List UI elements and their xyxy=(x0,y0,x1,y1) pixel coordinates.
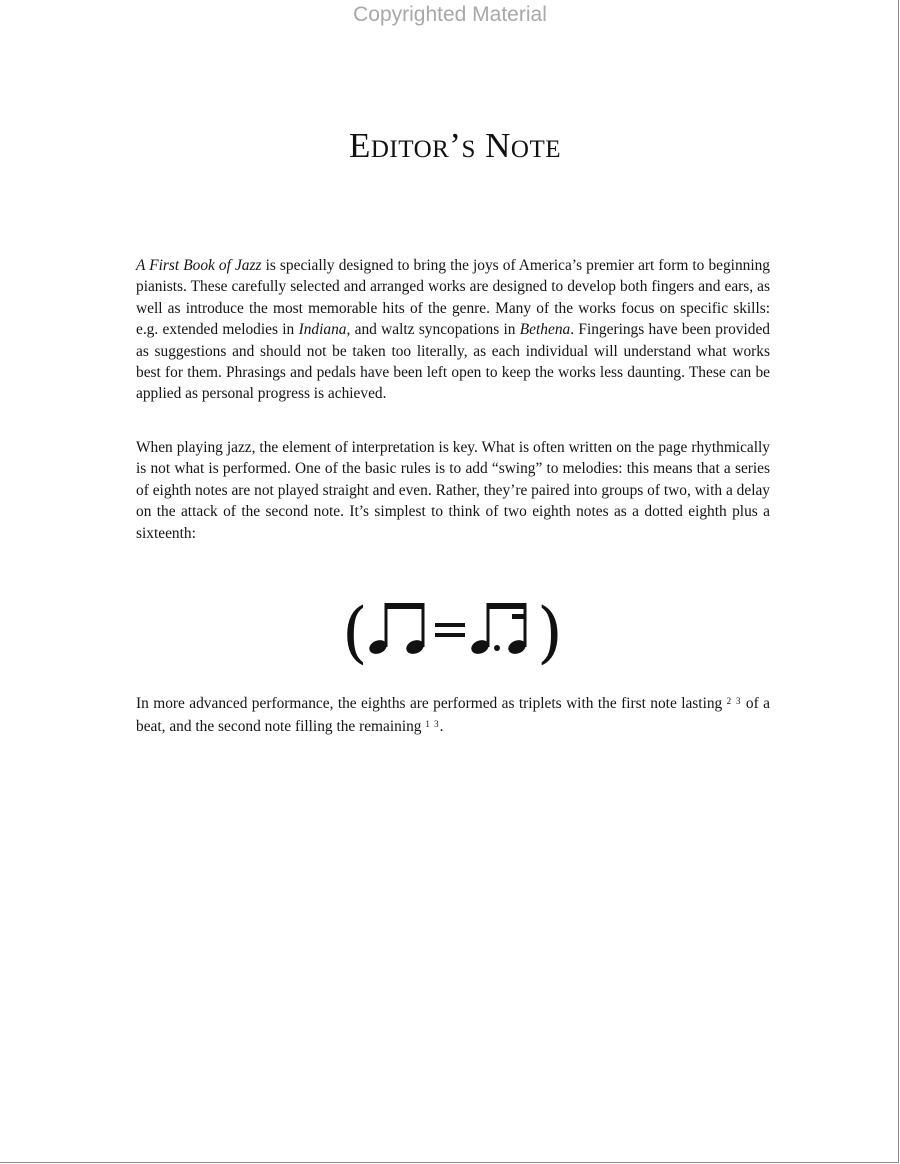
notation-open-paren: ( xyxy=(342,594,368,670)
swing-rhythm-notation xyxy=(340,590,570,670)
work-title-indiana: Indiana xyxy=(298,321,347,339)
stem-eighth-2 xyxy=(422,604,425,647)
intro-text-c: . Fingerings have been provided as suggestions and should not be taken too literally, as each individual will understand what works best for them. Phrasings and pedals have been left open to keep the works less daunting. These can be applied as personal progress is achieved. xyxy=(136,321,770,403)
notation-close-paren: ) xyxy=(537,594,563,670)
copyright-watermark: Copyrighted Material xyxy=(353,3,547,26)
fraction-two-thirds: 2 3 xyxy=(726,696,742,706)
fraction-one-third: 1 3 xyxy=(425,719,440,730)
work-title-bethena: Bethena xyxy=(519,321,571,339)
triplets-text-c: . xyxy=(439,718,444,736)
stem-dotted-eighth xyxy=(487,604,490,647)
beam-eighths xyxy=(385,603,425,609)
triplets-text-b: of a beat, and the second note filling the remaining xyxy=(136,695,770,736)
paragraph-intro xyxy=(136,255,770,405)
beam-primary xyxy=(487,603,527,609)
stem-sixteenth xyxy=(524,604,527,647)
beam-secondary xyxy=(512,614,527,619)
book-title: A First Book of Jazz xyxy=(136,257,262,274)
paragraph-triplets xyxy=(136,693,770,740)
paragraph-swing: When playing jazz, the element of interpretation is key. What is often written on the page rhythmically is not what is performed. One of the basic rules is to add “swing” to melodies: this means that a series of eighth notes are not played straight and even. Rather, they’re paired into groups of two, with a delay on the attack of the second note. It’s simplest to think of two eighth notes as a dotted eighth plus a sixteenth: xyxy=(136,439,770,542)
augmentation-dot xyxy=(494,645,500,651)
triplets-text-a: In more advanced performance, the eighths are performed as triplets with the first note lasting xyxy=(136,695,727,712)
page-title: Editor’s Note xyxy=(349,126,561,165)
intro-text-b: , and waltz syncopations in xyxy=(346,321,520,339)
equals-bar-top xyxy=(435,623,465,627)
stem-eighth-1 xyxy=(385,604,388,647)
intro-text-a: is specially designed to bring the joys of America’s premier art form to beginning pianists. These carefully selected and arranged works are designed to develop both fingers and ears, as well as introduce the most memorable hits of the genre. Many of the works focus on specific skills: e.g. extended melodies in xyxy=(136,257,771,339)
equals-bar-bottom xyxy=(435,633,465,637)
